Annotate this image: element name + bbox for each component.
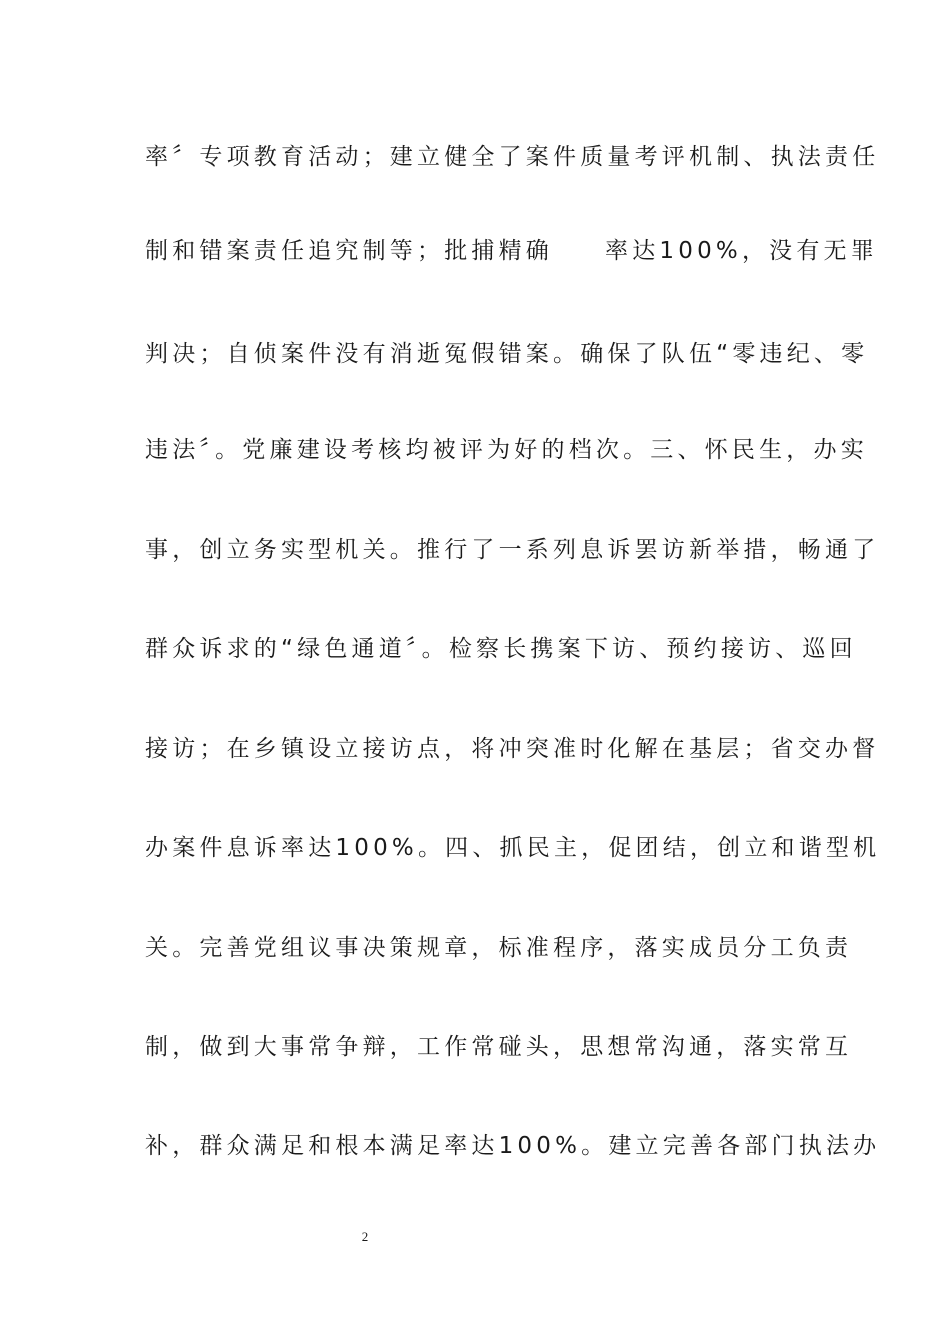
text-line-7: 接访；在乡镇设立接访点，将冲突准时化解在基层；省交办督: [145, 736, 880, 762]
text-line-3: 判决；自侦案件没有消逝冤假错案。确保了队伍“零违纪、零: [145, 341, 869, 367]
text-line-2: [145, 231, 878, 271]
text-line-1: 率〞专项教育活动；建立健全了案件质量考评机制、执法责任: [145, 144, 880, 170]
text-line-2-part-2: 率达100%，没有无罪: [605, 238, 878, 264]
text-line-4: 违法〞。党廉建设考核均被评为好的档次。三、怀民生，办实: [145, 437, 868, 463]
page-number: 2: [361, 1229, 369, 1244]
text-line-8: 办案件息诉率达100%。四、抓民主，促团结，创立和谐型机: [145, 835, 881, 861]
text-line-10: 制，做到大事常争辩，工作常碰头，思想常沟通，落实常互: [145, 1034, 853, 1060]
text-line-9: 关。完善党组议事决策规章，标准程序，落实成员分工负责: [145, 935, 853, 961]
text-line-2-part-1: 制和错案责任追究制等；批捕精确: [145, 238, 553, 264]
text-line-6: 群众诉求的“绿色通道〞。检察长携案下访、预约接访、巡回: [145, 636, 857, 662]
text-line-11: 补，群众满足和根本满足率达100%。建立完善各部门执法办: [145, 1133, 881, 1159]
text-line-5: 事，创立务实型机关。推行了一系列息诉罢访新举措，畅通了: [145, 537, 880, 563]
